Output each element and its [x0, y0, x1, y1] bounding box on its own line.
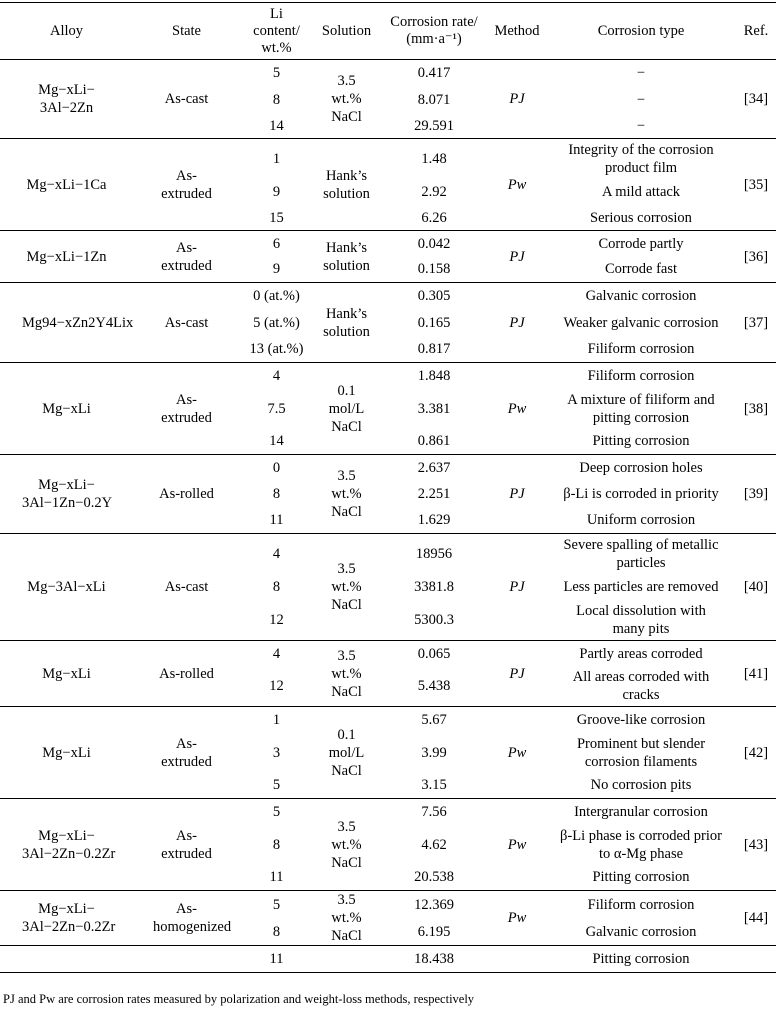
header-type: Corrosion type — [546, 3, 736, 60]
header-rate: Corrosion rate/ (mm·a⁻¹) — [380, 3, 488, 60]
corrosion-type-cell: Pitting corrosion — [592, 433, 690, 450]
table-row — [0, 799, 776, 825]
method-cell: PJ — [488, 534, 546, 641]
rate-cell: 2.251 — [417, 486, 451, 502]
method-cell: PJ — [488, 231, 546, 283]
li-content-cell: 5 — [240, 60, 313, 87]
empty-cell — [133, 946, 240, 973]
method-cell: Pw — [488, 707, 546, 799]
li-content-cell: 9 — [272, 184, 281, 200]
corrosion-type-cell: Less particles are removed — [563, 579, 719, 595]
header-ref: Ref. — [736, 3, 776, 60]
header-li-content: Li content/ wt.% — [240, 3, 313, 60]
alloy-cell: Mg−xLi — [0, 707, 133, 799]
rate-cell: 0.065 — [380, 641, 488, 667]
corrosion-type-cell: Prominent but slender corrosion filaments — [576, 735, 706, 770]
li-content-cell: 15 — [269, 209, 284, 226]
corrosion-type-cell: Severe spalling of metallic particles — [546, 534, 736, 574]
solution-cell: 0.1 mol/L NaCl — [313, 707, 380, 799]
rate-cell: 2.92 — [421, 184, 447, 200]
empty-cell — [313, 946, 380, 973]
state-cell: As-cast — [133, 534, 240, 641]
footnote-text: PJ and Pw are corrosion rates measured by polarization and weight-loss methods, respectively — [3, 992, 475, 1006]
li-content-cell: 3 — [272, 744, 281, 761]
li-content-cell: 11 — [240, 946, 313, 973]
ref-cell: [36] — [736, 231, 776, 283]
corrosion-type-cell: Weaker galvanic corrosion — [563, 315, 719, 331]
table-row — [0, 641, 776, 667]
solution-cell: Hank’s solution — [313, 283, 380, 363]
li-content-cell: 6 — [240, 231, 313, 257]
table-row — [0, 534, 776, 574]
rate-cell: 0.305 — [380, 283, 488, 310]
corrosion-type-cell: Pitting corrosion — [546, 946, 736, 973]
method-cell: Pw — [488, 139, 546, 231]
rate-cell: 3.99 — [421, 744, 447, 761]
ref-cell: [41] — [736, 641, 776, 707]
li-content-cell: 4 — [240, 641, 313, 667]
state-cell: As- homogenized — [133, 891, 240, 946]
footnote — [3, 992, 474, 1007]
rate-cell: 3.15 — [421, 777, 447, 794]
alloy-cell: Mg−xLi−1Ca — [0, 139, 133, 231]
corrosion-type-cell: Filiform corrosion — [546, 363, 736, 389]
state-cell: As-extruded — [133, 231, 240, 283]
state-cell: As-rolled — [133, 641, 240, 707]
rate-cell: 5.67 — [380, 707, 488, 733]
table-row — [0, 139, 776, 179]
rate-cell: 8.071 — [417, 92, 451, 108]
corrosion-type-cell: Intergranular corrosion — [546, 799, 736, 825]
li-content-cell: 1 — [240, 707, 313, 733]
ref-cell: [34] — [736, 60, 776, 139]
solution-cell: Hank’s solution — [313, 139, 380, 231]
solution-cell: 3.5 wt.% NaCl — [313, 641, 380, 707]
rate-cell: 0.165 — [417, 315, 451, 331]
header-method: Method — [488, 3, 546, 60]
alloy-cell: Mg−xLi− 3Al−2Zn−0.2Zr — [0, 799, 133, 891]
state-cell: As-extruded — [133, 363, 240, 455]
rate-cell: 3.381 — [417, 400, 451, 417]
ref-cell: [44] — [736, 891, 776, 946]
corrosion-type-cell: Deep corrosion holes — [546, 455, 736, 481]
corrosion-type-cell: Uniform corrosion — [586, 512, 696, 529]
rate-cell: 3381.8 — [414, 579, 454, 595]
rate-cell: 20.538 — [414, 869, 454, 886]
header-row — [0, 3, 776, 60]
ref-cell: [43] — [736, 799, 776, 891]
alloy-cell: Mg−xLi− 3Al−1Zn−0.2Y — [0, 455, 133, 534]
alloy-cell: Mg−3Al−xLi — [0, 534, 133, 641]
corrosion-type-cell: − — [636, 117, 646, 134]
corrosion-type-cell: β-Li is corroded in priority — [563, 486, 719, 502]
table-row — [0, 891, 776, 919]
li-content-cell: 5 — [272, 777, 281, 794]
li-content-cell: 11 — [269, 512, 284, 529]
li-content-cell: 4 — [240, 534, 313, 574]
li-content-cell: 8 — [272, 92, 281, 108]
corrosion-type-cell: Partly areas corroded — [546, 641, 736, 667]
solution-cell: 0.1 mol/L NaCl — [313, 363, 380, 455]
corrosion-type-cell: Groove-like corrosion — [546, 707, 736, 733]
rate-cell: 18.438 — [380, 946, 488, 973]
rate-cell: 0.158 — [417, 261, 451, 278]
rate-cell: 6.195 — [417, 923, 451, 940]
header-alloy: Alloy — [0, 3, 133, 60]
li-content-cell: 14 — [269, 117, 284, 134]
solution-cell: 3.5 wt.% NaCl — [313, 891, 380, 946]
corrosion-type-cell: Integrity of the corrosion product film — [546, 139, 736, 179]
ref-cell: [39] — [736, 455, 776, 534]
alloy-cell: Mg−xLi−1Zn — [0, 231, 133, 283]
corrosion-type-cell: Pitting corrosion — [592, 869, 690, 886]
li-content-cell: 0 — [240, 455, 313, 481]
rate-cell: 29.591 — [414, 117, 454, 134]
rate-cell: 1.48 — [380, 139, 488, 179]
li-content-cell: 5 — [240, 799, 313, 825]
li-content-cell: 1 — [240, 139, 313, 179]
corrosion-type-cell: A mild attack — [601, 184, 681, 200]
li-content-cell: 8 — [272, 579, 281, 595]
corrosion-type-cell: Filiform corrosion — [546, 891, 736, 919]
li-content-cell: 8 — [272, 486, 281, 502]
li-content-cell: 9 — [272, 261, 281, 278]
method-cell: PJ — [488, 455, 546, 534]
state-cell: As-cast — [133, 60, 240, 139]
rate-cell: 7.56 — [380, 799, 488, 825]
corrosion-type-cell: Local dissolution with many pits — [576, 603, 706, 638]
corrosion-type-cell: Filiform corrosion — [587, 341, 695, 358]
table-row — [0, 363, 776, 389]
header-solution: Solution — [313, 3, 380, 60]
corrosion-type-cell: Corrode partly — [546, 231, 736, 257]
alloy-cell: Mg−xLi — [0, 363, 133, 455]
li-content-cell: 0 (at.%) — [240, 283, 313, 310]
method-cell: PJ — [488, 641, 546, 707]
method-cell: Pw — [488, 363, 546, 455]
table-row — [0, 455, 776, 481]
alloy-cell: Mg−xLi− 3Al−2Zn−0.2Zr — [0, 891, 133, 946]
ref-cell: [40] — [736, 534, 776, 641]
solution-cell: 3.5 wt.% NaCl — [313, 799, 380, 891]
corrosion-table — [0, 2, 776, 973]
corrosion-type-cell: Serious corrosion — [590, 209, 692, 226]
state-cell: As-rolled — [133, 455, 240, 534]
method-cell: Pw — [488, 799, 546, 891]
rate-cell: 4.62 — [421, 836, 447, 853]
state-cell: As-extruded — [133, 799, 240, 891]
li-content-cell: 14 — [269, 433, 284, 450]
method-cell: PJ — [488, 60, 546, 139]
li-content-cell: 12 — [269, 678, 284, 695]
empty-cell — [488, 946, 546, 973]
li-content-cell: 13 (at.%) — [249, 341, 304, 358]
table-row — [0, 60, 776, 87]
rate-cell: 12.369 — [380, 891, 488, 919]
alloy-cell: Mg−xLi — [0, 641, 133, 707]
empty-cell — [0, 946, 133, 973]
rate-cell: 5300.3 — [414, 612, 454, 629]
rate-cell: 1.629 — [417, 512, 451, 529]
table-row — [0, 231, 776, 257]
rate-cell: 0.042 — [380, 231, 488, 257]
solution-cell: 3.5 wt.% NaCl — [313, 455, 380, 534]
table-body — [0, 60, 776, 973]
state-cell: As-cast — [133, 283, 240, 363]
rate-cell: 0.861 — [417, 433, 451, 450]
table-row — [0, 283, 776, 310]
alloy-cell: Mg−xLi− 3Al−2Zn — [0, 60, 133, 139]
empty-cell — [736, 946, 776, 973]
state-cell: As-extruded — [133, 707, 240, 799]
table-row — [0, 946, 776, 973]
li-content-cell: 8 — [272, 923, 281, 940]
rate-cell: 0.817 — [417, 341, 451, 358]
ref-cell: [38] — [736, 363, 776, 455]
li-content-cell: 11 — [269, 869, 284, 886]
li-content-cell: 7.5 — [267, 400, 286, 417]
corrosion-type-cell: − — [636, 92, 646, 108]
corrosion-type-cell: Corrode fast — [604, 261, 678, 278]
rate-cell: 5.438 — [417, 678, 451, 695]
corrosion-type-cell: Galvanic corrosion — [546, 283, 736, 310]
solution-cell: 3.5 wt.% NaCl — [313, 60, 380, 139]
corrosion-type-cell: All areas corroded with cracks — [572, 669, 710, 704]
rate-cell: 6.26 — [421, 209, 447, 226]
corrosion-type-cell: β-Li phase is corroded prior to α-Mg phase — [560, 827, 722, 862]
solution-cell: 3.5 wt.% NaCl — [313, 534, 380, 641]
corrosion-type-cell: Galvanic corrosion — [585, 923, 697, 940]
ref-cell: [37] — [736, 283, 776, 363]
table-row — [0, 707, 776, 733]
li-content-cell: 4 — [240, 363, 313, 389]
method-cell: Pw — [488, 891, 546, 946]
li-content-cell: 5 — [240, 891, 313, 919]
ref-cell: [35] — [736, 139, 776, 231]
li-content-cell: 12 — [269, 612, 284, 629]
corrosion-type-cell: A mixture of filiform and pitting corrosion — [567, 391, 715, 426]
corrosion-type-cell: No corrosion pits — [590, 777, 692, 794]
rate-cell: 18956 — [380, 534, 488, 574]
alloy-cell: Mg94−xZn2Y4Lix — [0, 283, 133, 363]
rate-cell: 1.848 — [380, 363, 488, 389]
solution-cell: Hank’s solution — [313, 231, 380, 283]
state-cell: As-extruded — [133, 139, 240, 231]
header-state: State — [133, 3, 240, 60]
li-content-cell: 8 — [272, 836, 281, 853]
method-cell: PJ — [488, 283, 546, 363]
rate-cell: 2.637 — [380, 455, 488, 481]
corrosion-type-cell: − — [546, 60, 736, 87]
rate-cell: 0.417 — [380, 60, 488, 87]
ref-cell: [42] — [736, 707, 776, 799]
li-content-cell: 5 (at.%) — [253, 315, 300, 331]
